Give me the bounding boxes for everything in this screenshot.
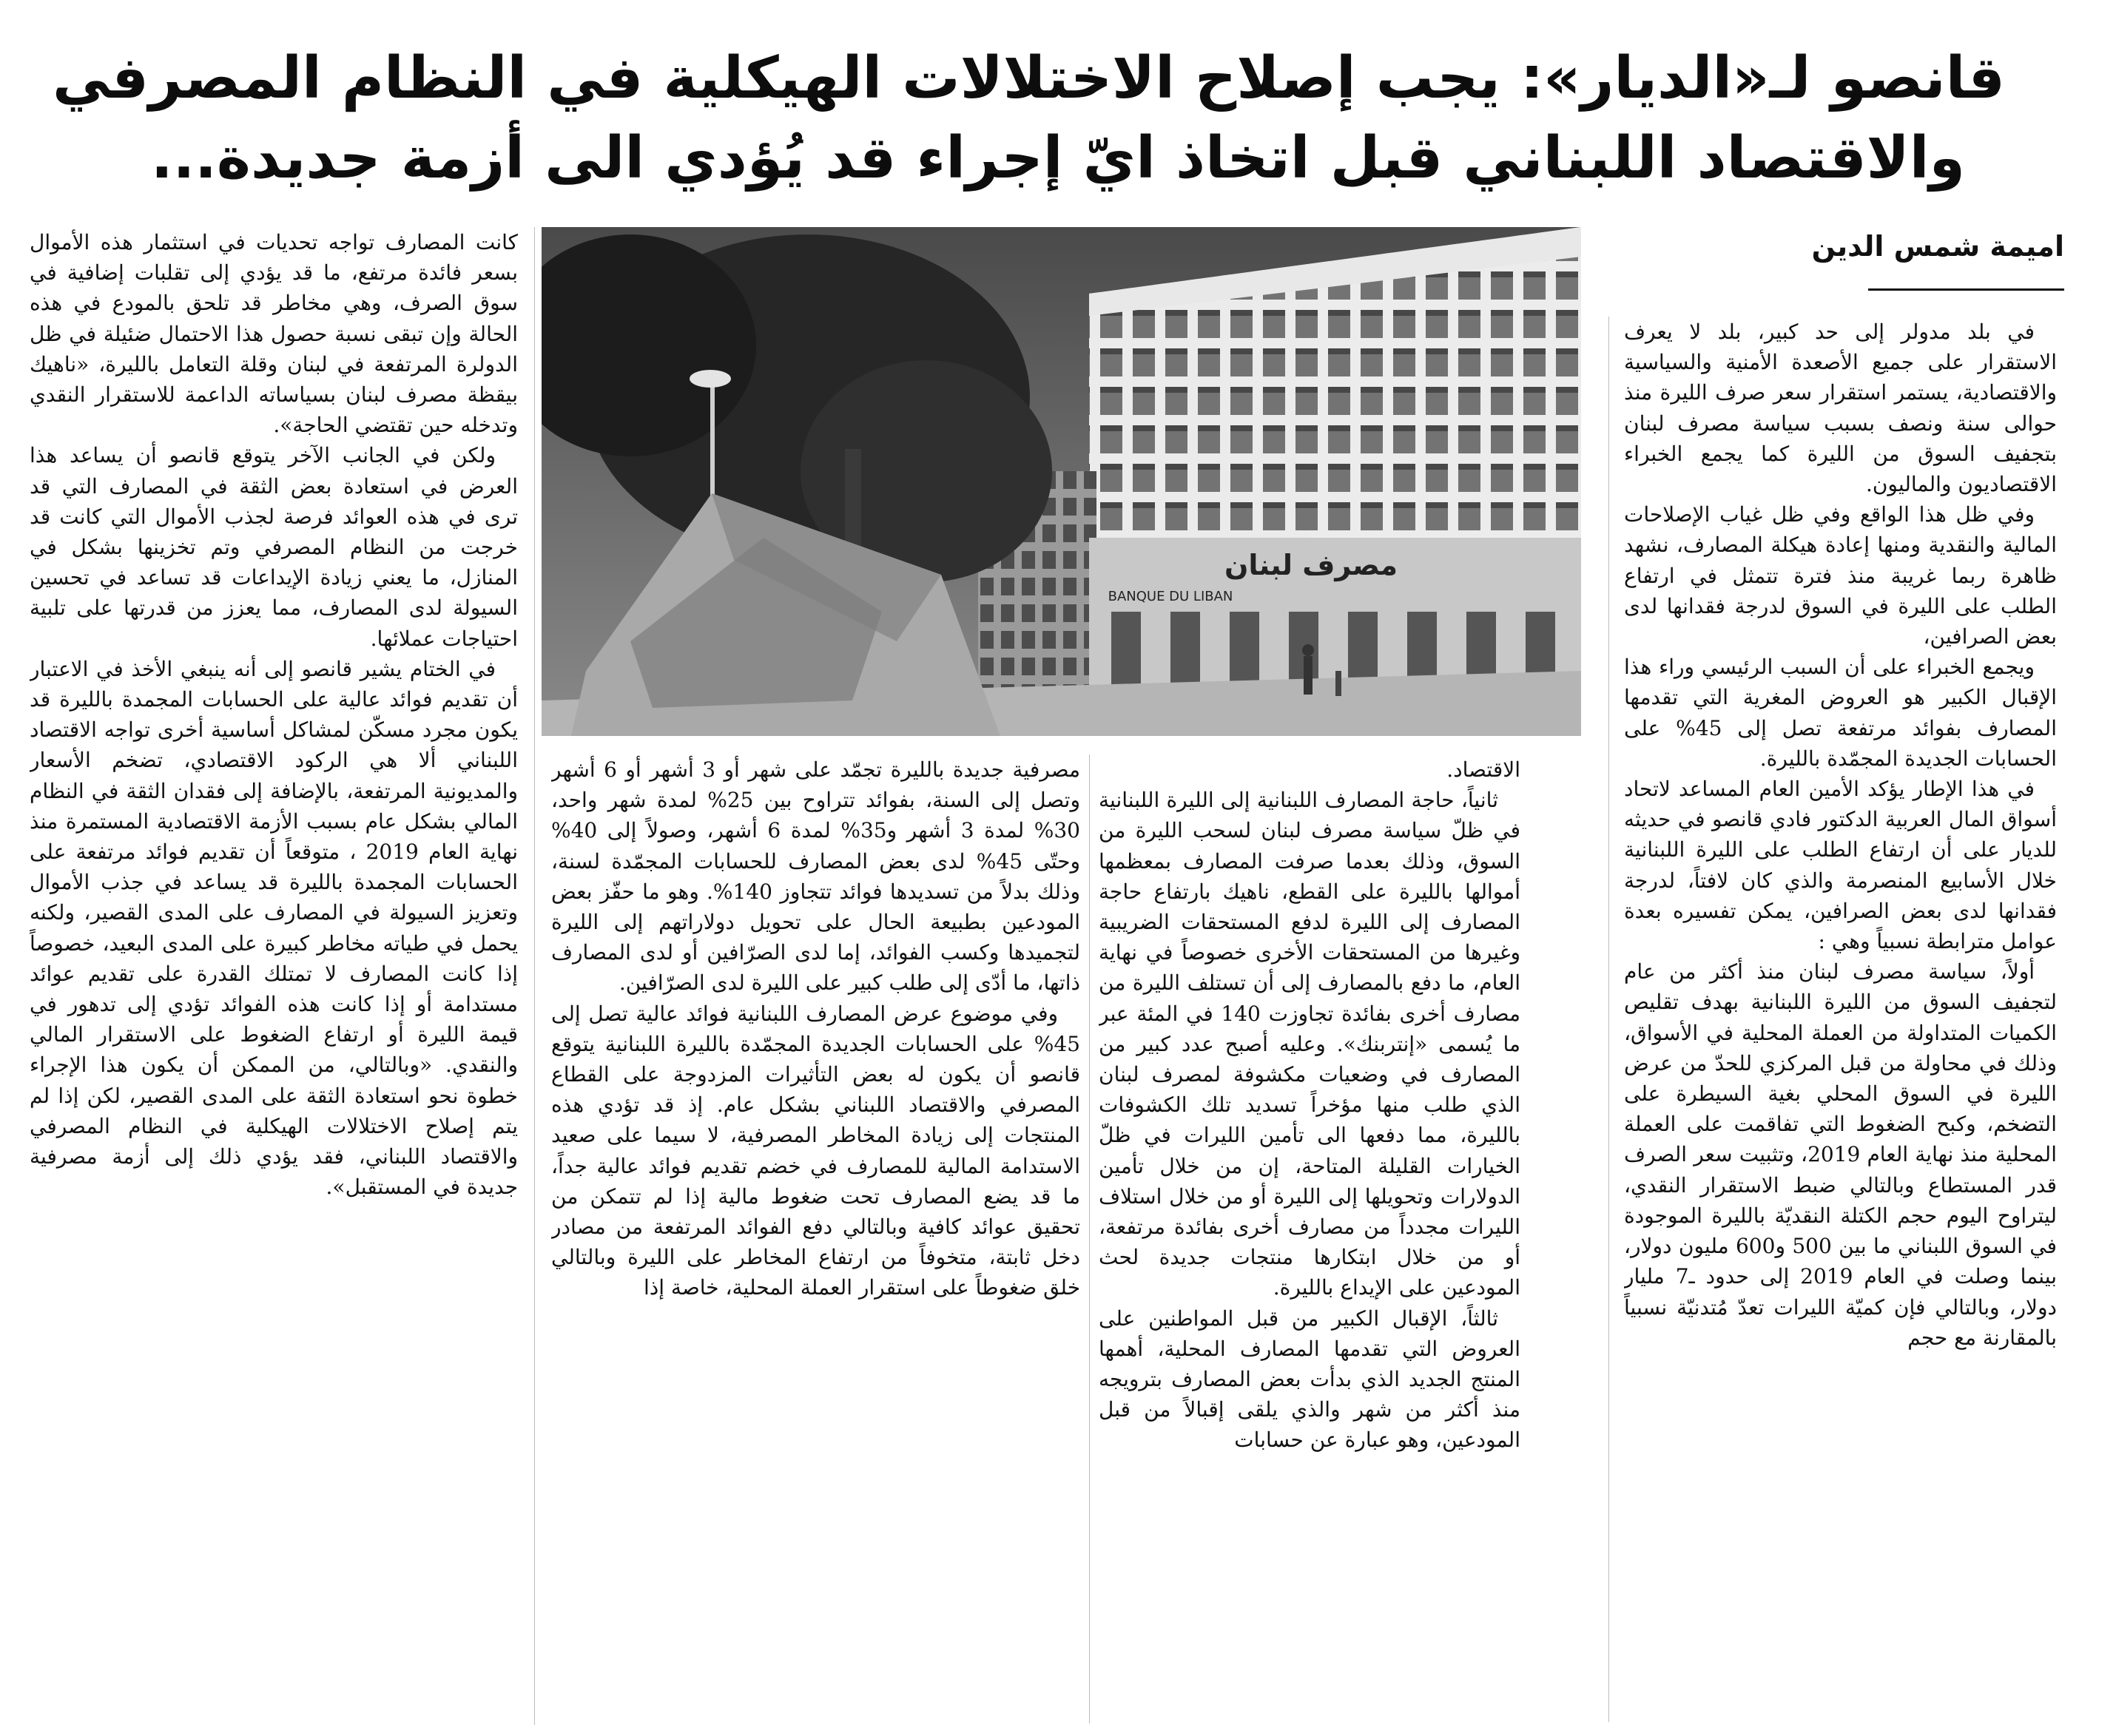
column-divider	[1089, 754, 1090, 1723]
paragraph: الاقتصاد.	[1446, 757, 1520, 782]
paragraph: في الختام يشير قانصو إلى أنه ينبغي الأخذ في الاعتبار أن تقديم فوائد عالية على الحسابات المجمدة بالليرة قد يكون مجرد مسكّن لمشاكل أساسية أخرى تواجه الاقتصاد اللبناني ألا هي الركود الاقتصادي، تضخم الأسعار والمديونية المرتفعة، بالإضافة إلى فقدان الثقة في النظام المالي بشكل عام بسبب الأزمة الاقتصادية المستمرة منذ نهاية العام 2019 ، متوقعاً أن تقديم فوائد مرتفعة على الحسابات المجمدة بالليرة قد يساعد في جذب الأموال وتعزيز السيولة في المصارف على المدى القصير، ولكنه يحمل في طياته مخاطر كبيرة على المدى البعيد، خصوصاً إذا كانت المصارف لا تمتلك القدرة على تقديم عوائد مستدامة أو إذا كانت هذه الفوائد تؤدي إلى تدهور في قيمة الليرة أو ارتفاع الضغوط على الاستقرار المالي والنقدي. «وبالتالي، من الممكن أن يكون هذا الإجراء خطوة نحو استعادة الثقة على المدى القصير، لكن إذا لم يتم إصلاح الاختلالات الهيكلية في النظام المصرفي والاقتصاد اللبناني، فقد يؤدي ذلك إلى أزمة مصرفية جديدة في المستقبل».	[30, 656, 518, 1200]
headline	[53, 38, 2005, 198]
column-2	[1099, 754, 1520, 1723]
paragraph: مصرفية جديدة بالليرة تجمّد على شهر أو 3 أشهر أو 6 أشهر وتصل إلى السنة، بفوائد تتراوح بين 25% لمدة شهر واحد، 30% لمدة 3 أشهر و35% لمدة 6 أشهر، وصولاً إلى 40% وحتّى 45% لدى بعض المصارف للحسابات المجمّدة لسنة، وذلك بدلاً من تسديدها فوائد تتجاوز 140%. وهو ما حفّز بعض المودعين بطبيعة الحال على تحويل دولاراتهم إلى الليرة لتجميدها وكسب الفوائد، إما لدى الصرّافين أو لدى المصارف ذاتها، ما أدّى إلى طلب كبير على الليرة لدى الصرّافين.	[551, 757, 1080, 996]
column-divider	[534, 227, 535, 1725]
headline-line-2: والاقتصاد اللبناني قبل اتخاذ ايّ إجراء قد يُؤدي الى أزمة جديدة...	[151, 125, 1965, 192]
paragraph: ولكن في الجانب الآخر يتوقع قانصو أن يساعد هذا العرض في استعادة بعض الثقة في المصارف التي قد ترى في هذه العوائد فرصة لجذب الأموال التي كانت قد خرجت من النظام المصرفي وتم تخزينها بشكل في المنازل، ما يعني زيادة الإيداعات قد تساعد في تحسين السيولة لدى المصارف، مما يعزز من قدرتها على تلبية احتياجات عملائها.	[30, 443, 518, 651]
photo-sign-arabic: مصرف لبنان	[1224, 549, 1398, 581]
byline-rule	[1868, 288, 2064, 291]
paragraph: في هذا الإطار يؤكد الأمين العام المساعد لاتحاد أسواق المال العربية الدكتور فادي قانصو في حديثه للديار على أن ارتفاع الطلب على الليرة اللبنانية خلال الأسابيع المنصرمة والذي كان لافتاً، لدرجة فقدانها لدى بعض الصرافين، يمكن تفسيره بعدة عوامل مترابطة نسبياً وهي :	[1624, 777, 2057, 954]
byline: اميمة شمس الدين	[1811, 230, 2064, 263]
paragraph: ويجمع الخبراء على أن السبب الرئيسي وراء هذا الإقبال الكبير هو العروض المغرية التي تقدمها المصارف بفوائد مرتفعة تصل إلى 45% على الحسابات الجديدة المجمّدة بالليرة.	[1624, 655, 2057, 771]
paragraph: ثانياً، حاجة المصارف اللبنانية إلى الليرة اللبنانية في ظلّ سياسة مصرف لبنان لسحب الليرة من السوق، وذلك بعدما صرفت المصارف بمعظمها أموالها بالليرة على القطع، ناهيك بارتفاع حاجة المصارف إلى الليرة لدفع المستحقات الضريبية وغيرها من المستحقات الأخرى خصوصاً في نهاية العام، ما دفع بالمصارف إلى أن تستلف الليرة من مصارف أخرى بفائدة تجاوزت 140 في المئة عبر ما يُسمى «إنتربنك». وعليه أصبح عدد كبير من المصارف في وضعيات مكشوفة لمصرف لبنان الذي طلب منها مؤخراً تسديد تلك الكشوفات بالليرة، مما دفعها الى تأمين الليرات في ظلّ الخيارات القليلة المتاحة، إن من خلال تأمين الدولارات وتحويلها إلى الليرة أو من خلال استلاف الليرات مجدداً من مصارف أخرى بفائدة مرتفعة، أو من خلال ابتكارها منتجات جديدة لحث المودعين على الإيداع بالليرة.	[1099, 788, 1520, 1300]
paragraph: في بلد مدولر إلى حد كبير، بلد لا يعرف الاستقرار على جميع الأصعدة الأمنية والسياسية والاقتصادية، يستمر استقرار سعر صرف الليرة منذ حوالى سنة ونصف بسبب سياسة مصرف لبنان بتجفيف السوق من الليرة كما يجمع الخبراء الاقتصاديون والماليون.	[1624, 320, 2057, 497]
column-divider	[1608, 317, 1609, 1722]
paragraph: وفي ظل هذا الواقع وفي ظل غياب الإصلاحات المالية والنقدية ومنها إعادة هيكلة المصارف، نشهد ظاهرة ربما غريبة منذ فترة تتمثل في ارتفاع الطلب على الليرة في السوق لدرجة فقدانها لدى بعض الصرافين،	[1624, 502, 2057, 649]
column-4	[30, 227, 518, 1725]
article-photo	[542, 227, 1581, 736]
photo-sign-french: BANQUE DU LIBAN	[1108, 589, 1233, 604]
headline-line-1: قانصو لـ«الديار»: يجب إصلاح الاختلالات الهيكلية في النظام المصرفي	[53, 45, 2005, 112]
paragraph: كانت المصارف تواجه تحديات في استثمار هذه الأموال بسعر فائدة مرتفع، ما قد يؤدي إلى تقلبات إضافية في سوق الصرف، وهي مخاطر قد تلحق بالمودع في هذه الحالة وإن تبقى نسبة حصول هذا الاحتمال ضئيلة في ظل الدولرة المرتفعة في لبنان وقلة التعامل بالليرة، «ناهيك بيقظة مصرف لبنان بسياساته الداعمة للاستقرار النقدي وتدخله حين تقتضي الحاجة».	[30, 230, 518, 438]
column-3	[551, 754, 1080, 1723]
paragraph: أولاً، سياسة مصرف لبنان منذ أكثر من عام لتجفيف السوق من الليرة اللبنانية بهدف تقليص الكميات المتداولة من العملة المحلية في الأسواق، وذلك في محاولة من قبل المركزي للحدّ من عرض الليرة في السوق المحلي بغية السيطرة على التضخم، وكبح الضغوط التي تفاقمت على العملة المحلية منذ نهاية العام 2019، وتثبيت سعر الصرف قدر المستطاع وبالتالي ضبط الاستقرار النقدي، ليتراوح اليوم حجم الكتلة النقديّة بالليرة الموجودة في السوق اللبناني ما بين 500 و600 مليون دولار، بينما وصلت في العام 2019 إلى حدود ـ7 مليار دولار، وبالتالي فإن كميّة الليرات تعدّ مُتدنيّة نسبياً بالمقارنة مع حجم	[1624, 959, 2057, 1350]
column-1	[1624, 317, 2057, 1722]
paragraph: ثالثاً، الإقبال الكبير من قبل المواطنين على العروض التي تقدمها المصارف المحلية، أهمها المنتج الجديد الذي بدأت بعض المصارف بترويجه منذ أكثر من شهر والذي يلقى إقبالاً من قبل المودعين، وهو عبارة عن حسابات	[1099, 1306, 1520, 1453]
paragraph: وفي موضوع عرض المصارف اللبنانية فوائد عالية تصل إلى 45% على الحسابات الجديدة المجمّدة بالليرة اللبنانية يتوقع قانصو أن يكون له بعض التأثيرات المزدوجة على القطاع المصرفي والاقتصاد اللبناني بشكل عام. إذ قد تؤدي هذه المنتجات إلى زيادة المخاطر المصرفية، لا سيما على صعيد الاستدامة المالية للمصارف في خضم تقديم فوائد عالية جداً، ما قد يضع المصارف تحت ضغوط مالية إذا لم تتمكن من تحقيق عوائد كافية وبالتالي دفع الفوائد المرتفعة من مصادر دخل ثابتة، متخوفاً من ارتفاع المخاطر على الليرة وبالتالي خلق ضغوطاً على استقرار العملة المحلية، خاصة إذا	[551, 1001, 1080, 1300]
